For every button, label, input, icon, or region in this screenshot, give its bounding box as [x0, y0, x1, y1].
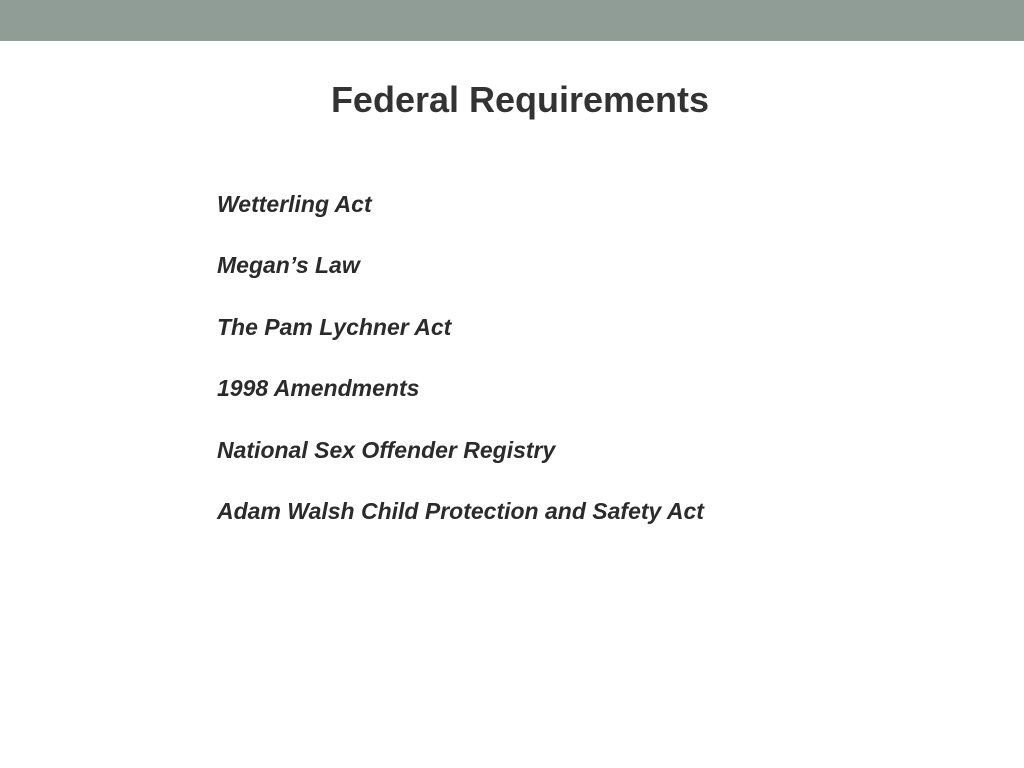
list-item: Wetterling Act — [217, 191, 372, 217]
list-item: Megan’s Law — [217, 252, 360, 279]
requirements-list — [217, 188, 704, 556]
list-item: 1998 Amendments — [217, 375, 420, 402]
list-item: Adam Walsh Child Protection and Safety Act — [217, 497, 704, 524]
top-accent-bar — [0, 0, 1024, 41]
list-item: The Pam Lychner Act — [217, 313, 452, 340]
list-item: National Sex Offender Registry — [217, 436, 556, 463]
slide-title: Federal Requirements — [330, 79, 710, 120]
